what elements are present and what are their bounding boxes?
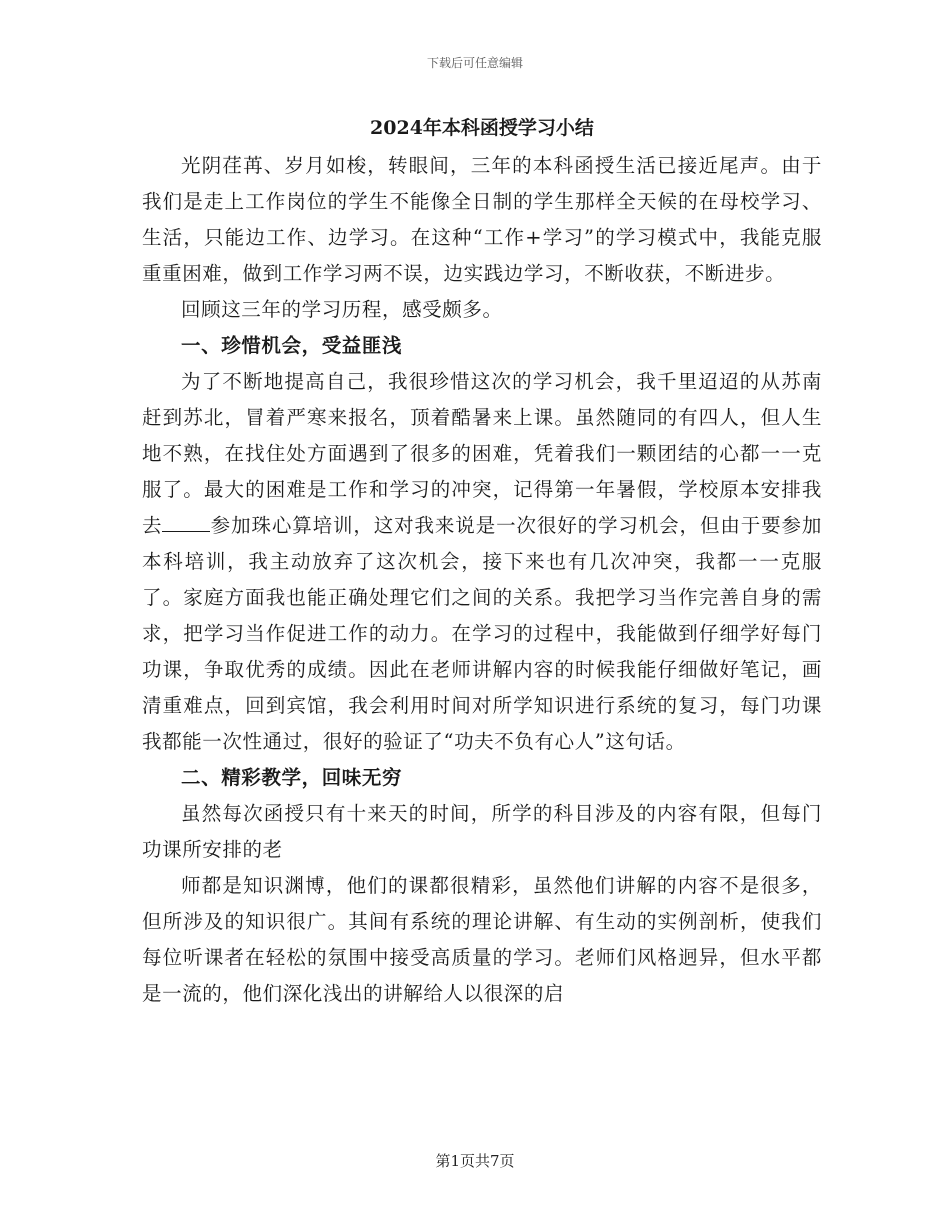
header-note: 下载后可任意编辑 — [426, 56, 523, 70]
fill-in-blank — [162, 513, 210, 532]
paragraph-review: 回顾这三年的学习历程，感受颇多。 — [181, 298, 503, 321]
paragraph-section-2-b: 师都是知识渊博，他们的课都很精彩，虽然他们讲解的内容不是很多，但所涉及的知识很广。其间有系统的理论讲解、有生动的实例剖析，使我们每位听课者在轻松的氛围中接受高质量的学习。老师们风格迥异，但水平都是一流的，他们深化浅出的讲解给人以很深的启 — [142, 874, 822, 1005]
page-number: 第1页共7页 — [435, 1152, 515, 1170]
paragraph-section-1-part-b: 参加珠心算培训，这对我来说是一次很好的学习机会，但由于要参加本科培训，我主动放弃了这次机会，接下来也有几次冲突，我都一一克服了。家庭方面我也能正确处理它们之间的关系。我把学习当作完善自身的需求，把学习当作促进工作的动力。在学习的过程中，我能做到仔细学好每门功课，争取优秀的成绩。因此在老师讲解内容的时候我能仔细做好笔记，画清重难点，回到宾馆，我会利用时间对所学知识进行系统的复习，每门功课我都能一次性通过，很好的验证了“功夫不负有心人”这句话。 — [142, 514, 822, 753]
section-heading-1: 一、珍惜机会，受益匪浅 — [181, 334, 403, 357]
paragraph-section-2-a: 虽然每次函授只有十来天的时间，所学的科目涉及的内容有限，但每门功课所安排的老 — [142, 802, 822, 861]
paragraph-section-1-part-a: 为了不断地提高自己，我很珍惜这次的学习机会，我千里迢迢的从苏南赶到苏北，冒着严寒来报名，顶着酷暑来上课。虽然随同的有四人，但人生地不熟，在找住处方面遇到了很多的困难，凭着我们一颗团结的心都一一克服了。最大的困难是工作和学习的冲突，记得第一年暑假，学校原本安排我去 — [142, 370, 822, 537]
paragraph-intro: 光阴荏苒、岁月如梭，转眼间，三年的本科函授生活已接近尾声。由于我们是走上工作岗位的学生不能像全日制的学生那样全天候的在母校学习、生活，只能边工作、边学习。在这种“工作+学习”的学习模式中，我能克服重重困难，做到工作学习两不误，边实践边学习，不断收获，不断进步。 — [142, 154, 822, 285]
document-body — [142, 108, 822, 1012]
paragraph-section-1 — [142, 364, 822, 760]
document-title: 2024年本科函授学习小结 — [370, 117, 594, 139]
section-heading-2: 二、精彩教学，回味无穷 — [181, 766, 403, 789]
